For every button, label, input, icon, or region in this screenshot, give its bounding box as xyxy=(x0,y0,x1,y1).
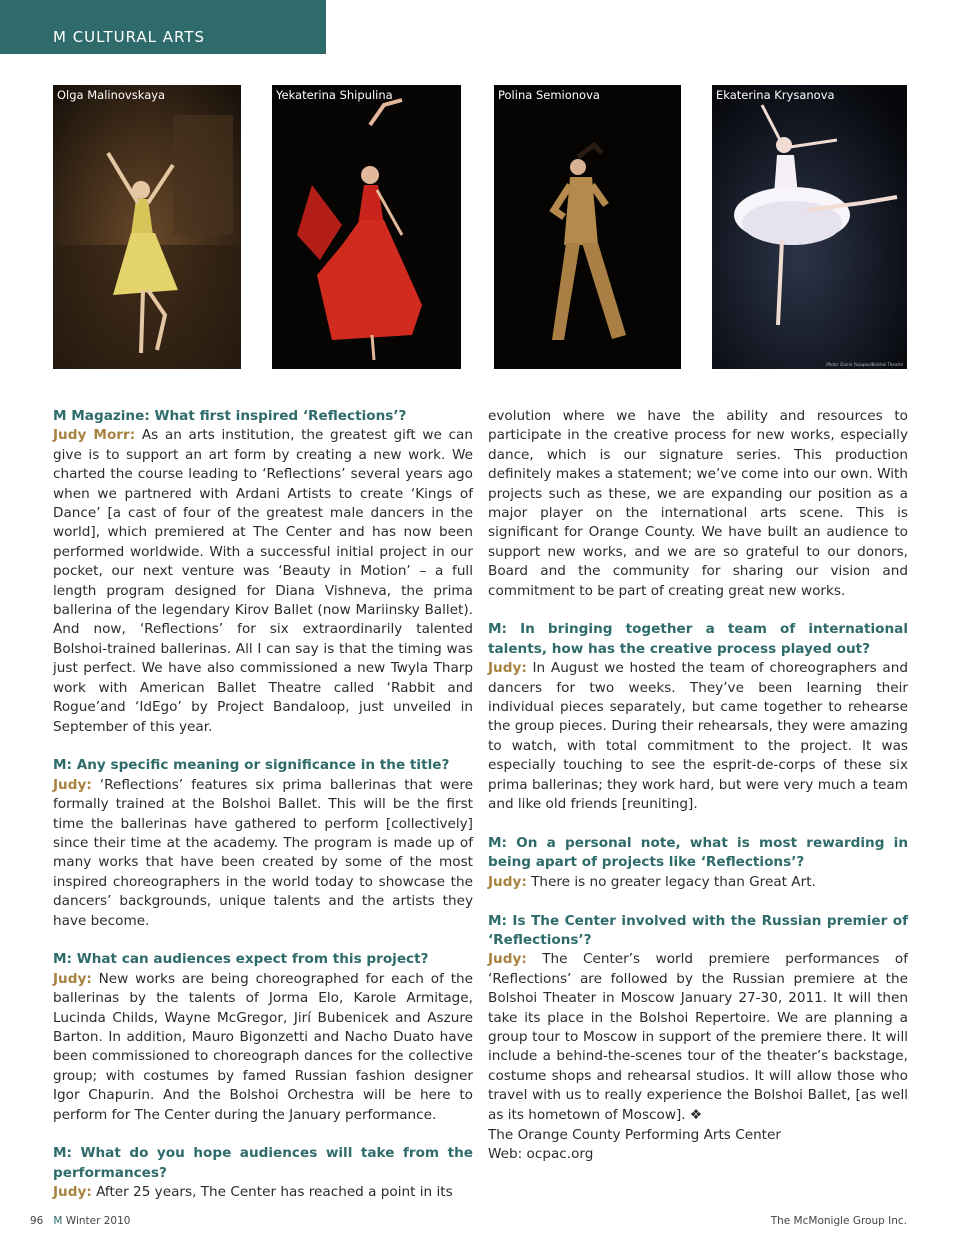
interview-answer xyxy=(53,1183,473,1202)
photo-polina-semionova xyxy=(494,85,681,369)
speaker-label: Judy: xyxy=(53,970,92,987)
interview-question: M: Is The Center involved with the Russian premier of ‘Reflections’? xyxy=(488,912,908,948)
interview-answer xyxy=(53,776,473,931)
speaker-label: Judy: xyxy=(488,873,527,890)
photo-caption: Polina Semionova xyxy=(498,88,600,102)
photo-caption: Ekaterina Krysanova xyxy=(716,88,835,102)
answer-text: There is no greater legacy than Great Art. xyxy=(526,873,816,890)
article-right-column xyxy=(488,407,908,1125)
interview-answer xyxy=(488,659,908,814)
speaker-label: Judy: xyxy=(53,1184,92,1201)
footer-folio xyxy=(30,1215,130,1227)
speaker-label: Judy: xyxy=(53,776,92,793)
photo-ekaterina-krysanova xyxy=(712,85,907,369)
answer-text: After 25 years, The Center has reached a point in its xyxy=(91,1184,453,1201)
dancer-yellow-dress-image xyxy=(53,85,241,369)
contact-info xyxy=(488,1126,781,1165)
answer-text: ‘Reflections’ features six prima ballerinas that were formally trained at the Bolshoi Ballet. This will be the first time the ballerinas have gathered to perform [collectively] since their time at the academy. The program is made up of many works that have been created by some of the most inspired choreographers in the world today to showcase the dancers’ backgrounds, unique talents and the artists they have become. xyxy=(53,776,473,929)
interview-answer xyxy=(488,950,908,1125)
dancer-suit-image xyxy=(494,85,681,369)
section-header: M CULTURAL ARTS xyxy=(0,0,326,54)
interview-question: M: On a personal note, what is most rewarding in being apart of projects like ‘Reflections’? xyxy=(488,834,908,871)
answer-text: New works are being choreographed for each of the ballerinas by the talents of Jorma Elo, Karole Armitage, Lucinda Childs, Wayne McGregor, Jirí Bubenicek and Aszure Barton. In addition, Mauro Bigonzetti and Nacho Duato have been commissioned to choreograph dances for the collective group; with costumes by famed Russian fashion designer Igor Chapurin. And the Bolshoi Orchestra will be here to perform for The Center during the January performance. xyxy=(53,970,473,1123)
dancer-red-dress-image xyxy=(272,85,461,369)
interview-answer xyxy=(53,426,473,737)
interview-question: M: What do you hope audiences will take from the performances? xyxy=(53,1145,473,1181)
footer-publisher: The McMonigle Group Inc. xyxy=(770,1215,907,1227)
answer-continued: evolution where we have the ability and resources to participate in the creative process for new works, especially dance, which is our signature series. This production definitely makes a statement; we’ve come into our own. With projects such as these, we are expanding our position as a major player on the international arts scene. This is significant for Orange County. We have built an audience to support new works, and we are so grateful to our donors, Board and the community for sharing our vision and commitment to be part of creating great new works. xyxy=(488,408,908,599)
page-number: 96 xyxy=(30,1215,44,1227)
interview-question: M: Any specific meaning or significance in the title? xyxy=(53,757,450,774)
interview-question: M Magazine: What first inspired ‘Reflections’? xyxy=(53,408,407,424)
interview-answer xyxy=(53,970,473,1125)
answer-text: In August we hosted the team of choreographers and dancers for two weeks. They’ve been learning their individual pieces separately, but came together to rehearse the group pieces. During their rehearsals, they were amazing to watch, with total commitment to the project. It was especially touching to see the esprit-de-corps of these six prima ballerinas; they work hard, but were very much a team and like old friends [reuniting]. xyxy=(488,660,908,813)
article-left-column xyxy=(53,407,473,1203)
speaker-label: Judy Morr: xyxy=(53,427,136,444)
answer-text: The Center’s world premiere performances of ‘Reflections’ are followed by the Russian premiere at the Bolshoi Theater in Moscow January 27-30, 2011. It will then take its place in the Bolshoi Repertoire. We are planning a group tour to Moscow in support of the premiere there. It will include a behind-the-scenes tour of the theater’s backstage, costume shops and rehearsal studios. It will allow those who travel with us to really experience the Bolshoi Ballet, [as well as its hometown of Moscow]. ❖ xyxy=(488,951,908,1123)
interview-answer xyxy=(488,873,908,892)
issue-date: Winter 2010 xyxy=(65,1215,131,1227)
speaker-label: Judy: xyxy=(488,660,527,677)
magazine-logo: M xyxy=(53,1215,63,1227)
speaker-label: Judy: xyxy=(488,951,527,968)
contact-org: The Orange County Performing Arts Center xyxy=(488,1127,781,1143)
interview-question: M: What can audiences expect from this project? xyxy=(53,951,429,968)
photo-olga-malinovskaya xyxy=(53,85,241,369)
answer-text: As an arts institution, the greatest gift we can give is to support an art form by creating a new work. We charted the course leading to ‘Reflections’ several years ago when we partnered with Ardani Artists to create ‘Kings of Dance’ [a cast of four of the greatest male dancers in the world], which premiered at The Center and has now been performed worldwide. With a successful initial project in our pocket, our next venture was ‘Beauty in Motion’ – a full length program designed for Diana Vishneva, the prima ballerina of the legendary Kirov Ballet (now Mariinsky Ballet). And now, ‘Reflections’ for six extraordinarily talented Bolshoi-trained ballerinas. All I can say is that the timing was just perfect. We have also commissioned a new Twyla Tharp work with American Ballet Theatre called ‘Rabbit and Rogue’and ‘IdEgo’ by Project Bandaloop, just unveiled in September of this year. xyxy=(53,427,473,735)
interview-question: M: In bringing together a team of international talents, how has the creative process played out? xyxy=(488,621,908,657)
dancer-tutu-image xyxy=(712,85,907,369)
photo-yekaterina-shipulina xyxy=(272,85,461,369)
photo-credit: Photo: Damir Yusupov/Bolshoi Theatre xyxy=(826,362,903,367)
photo-caption: Yekaterina Shipulina xyxy=(276,88,393,102)
contact-web[interactable]: Web: ocpac.org xyxy=(488,1146,594,1163)
photo-caption: Olga Malinovskaya xyxy=(57,88,166,102)
